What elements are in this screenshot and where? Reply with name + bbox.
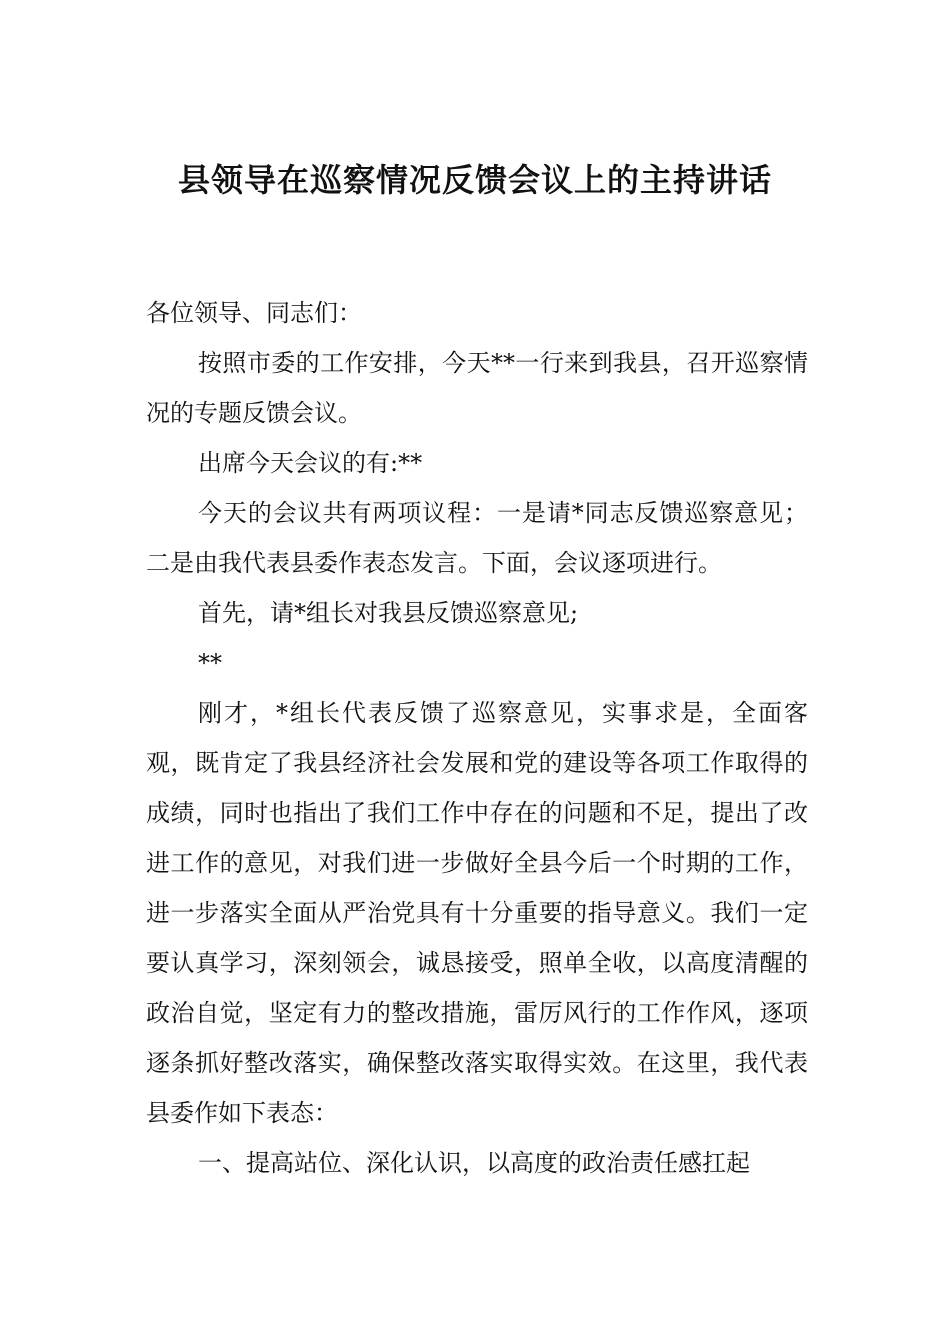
paragraph-first-item: 首先，请*组长对我县反馈巡察意见; xyxy=(198,599,579,627)
document-title: 县领导在巡察情况反馈会议上的主持讲话 xyxy=(177,161,772,199)
paragraph-attendees: 出席今天会议的有:** xyxy=(198,449,423,477)
paragraph-section-one: 一、提高站位、深化认识，以高度的政治责任感扛起 xyxy=(198,1149,750,1177)
paragraph-agenda: 今天的会议共有两项议程：一是请*同志反馈巡察意见；二是由我代表县委作表态发言。下面，会议逐项进行。 xyxy=(146,499,808,577)
salutation: 各位领导、同志们： xyxy=(146,299,362,327)
paragraph-arrangement: 按照市委的工作安排，今天**一行来到我县，召开巡察情况的专题反馈会议。 xyxy=(146,349,808,427)
paragraph-response: 刚才，*组长代表反馈了巡察意见，实事求是，全面客观，既肯定了我县经济社会发展和党的建设等各项工作取得的成绩，同时也指出了我们工作中存在的问题和不足，提出了改进工作的意见，对我们进一步做好全县今后一个时期的工作，进一步落实全面从严治党具有十分重要的指导意义。我们一定要认真学习，深刻领会，诚恳接受，照单全收，以高度清醒的政治自觉，坚定有力的整改措施，雷厉风行的工作作风，逐项逐条抓好整改落实，确保整改落实取得实效。在这里，我代表县委作如下表态： xyxy=(146,699,808,1127)
paragraph-placeholder: ** xyxy=(198,649,222,677)
document-body xyxy=(146,288,808,1188)
